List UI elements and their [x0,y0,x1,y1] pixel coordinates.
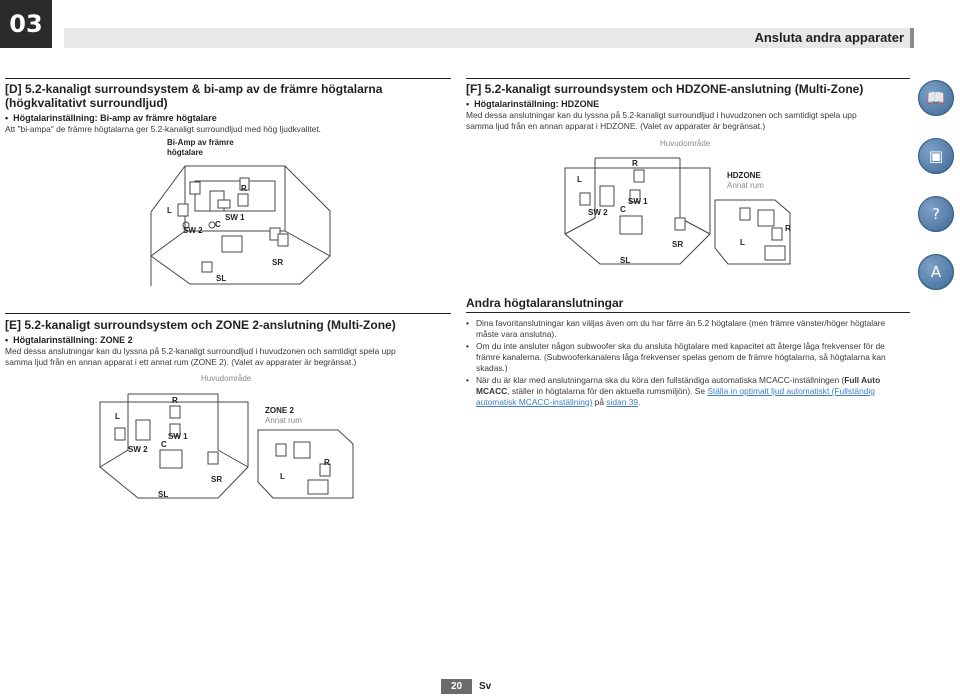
section-d-desc: Att "bi-ampa" de främre högtalarna ger 5.2-kanaligt surroundljud med hög ljudkvalitet. [5,124,321,134]
section-d-title [5,82,451,110]
remote-help-icon[interactable]: ? [918,196,954,232]
zone-speaker-label-l: L [280,472,285,481]
speaker-label-sl: SL [216,274,227,283]
section-f-desc-line2: samma ljud från en annan apparat i HDZONE. (Valet av apparater är begränsat.) [466,121,766,131]
list-item [466,375,910,408]
zone2-label: ZONE 2 [265,406,294,415]
section-d-setting: • Högtalarinställning: Bi-amp av främre högtalare [5,113,451,124]
speaker-label-c: C [215,220,221,229]
room-diagram-f [560,138,810,273]
receiver-icon[interactable]: ▣ [918,138,954,174]
glossary-icon[interactable]: A [918,254,954,290]
diagram-d [150,136,340,286]
section-e-setting: • Högtalarinställning: ZONE 2 [5,335,451,346]
speaker-label-l: L [167,206,172,215]
speaker-label-r: R [241,184,247,193]
section-f-desc-line1: Med dessa anslutningar kan du lyssna på 5.2-kanaligt surroundljud i huvudzonen och samtidigt spela upp [466,110,857,120]
chapter-badge: 03 [0,0,52,48]
section-rule [466,312,910,313]
other-connections [466,296,910,409]
section-d [5,82,451,135]
section-rule [5,313,451,314]
speaker-label-sw1: SW 1 [628,197,648,206]
speaker-label-c: C [620,205,626,214]
page-header-title: Ansluta andra apparater [754,30,904,45]
speaker-label-l: L [115,412,120,421]
speaker-label-sl: SL [158,490,169,499]
room-diagram-e [98,372,368,502]
list-item-text: , ställer in högtalarna för den aktuella rumsmiljön). Se [507,386,708,396]
book-icon[interactable]: 📖 [918,80,954,116]
speaker-label-c: C [161,440,167,449]
list-item-text: på [592,397,607,407]
list-item: • Om du inte ansluter någon subwoofer ska du ansluta högtalare med kapacitet att återge låga frekvenser för de främre kanalerna. (Subwooferkanalens låga frekvenser spelas genom de främre högtalarna, så högtalarna kan skadas.) [466,341,910,374]
hdzone-label: HDZONE [727,171,761,180]
page-39-link[interactable]: sidan 39 [606,397,639,407]
page-number: 20 [441,679,472,694]
zone2-room-label: Annat rum [265,416,302,425]
speaker-label-sw2: SW 2 [588,208,608,217]
main-zone-label: Huvudområde [201,374,252,383]
biamp-label-line2: högtalare [167,148,204,157]
main-zone-label: Huvudområde [660,139,711,148]
section-d-title-line1: [D] 5.2-kanaligt surroundsystem & bi-amp av de främre högtalarna [5,82,383,96]
mcacc-link[interactable]: Ställa in optimalt ljud automatiskt (Fullständig automatisk MCACC-inställning) [476,386,875,407]
speaker-label-sw1: SW 1 [225,213,245,222]
biamp-label-line1: Bi-Amp av främre [167,138,234,147]
speaker-label-r: R [172,396,178,405]
section-d-title-line2: (högkvalitativt surroundljud) [5,96,168,110]
zone-speaker-label-l: L [740,238,745,247]
list-item: • Dina favoritanslutningar kan väljas även om du har färre än 5.2 högtalare (men främre vänster/höger högtalare måste vara anslutna). [466,318,910,340]
speaker-label-sr: SR [672,240,684,249]
section-e-desc-line1: Med dessa anslutningar kan du lyssna på 5.2-kanaligt surroundljud i huvudzonen och samtidigt spela upp [5,346,396,356]
speaker-label-l: L [577,175,582,184]
speaker-label-sw1: SW 1 [168,432,188,441]
speaker-label-sr: SR [272,258,284,267]
zone-speaker-label-r: R [785,224,791,233]
list-item-text: . [638,397,641,407]
speaker-label-sr: SR [211,475,223,484]
section-f-setting: • Högtalarinställning: HDZONE [466,99,910,110]
diagram-f [560,138,810,273]
speaker-label-sw2: SW 2 [183,226,203,235]
diagram-e [98,372,368,502]
list-item-bold: Full Auto MCACC [476,375,881,396]
section-f-title: [F] 5.2-kanaligt surroundsystem och HDZONE-anslutning (Multi-Zone) [466,82,864,96]
section-e-title: [E] 5.2-kanaligt surroundsystem och ZONE 2-anslutning (Multi-Zone) [5,318,396,332]
hdzone-room-label: Annat rum [727,181,764,190]
speaker-label-sw2: SW 2 [128,445,148,454]
section-rule [466,78,910,79]
other-connections-title: Andra högtalaranslutningar [466,296,624,310]
section-e-desc-line2: samma ljud från en annan apparat i ett annat rum (ZONE 2). (Valet av apparater är begränsat.) [5,357,357,367]
speaker-label-sl: SL [620,256,631,265]
language-label: Sv [479,681,492,692]
room-diagram-d [150,136,340,286]
section-e [5,318,451,368]
list-item-text: När du är klar med anslutningarna ska du köra den fullständiga automatiska MCACC-inställningen ( [476,375,845,385]
section-rule [5,78,451,79]
speaker-label-r: R [632,159,638,168]
zone-speaker-label-r: R [324,458,330,467]
section-f [466,82,910,132]
